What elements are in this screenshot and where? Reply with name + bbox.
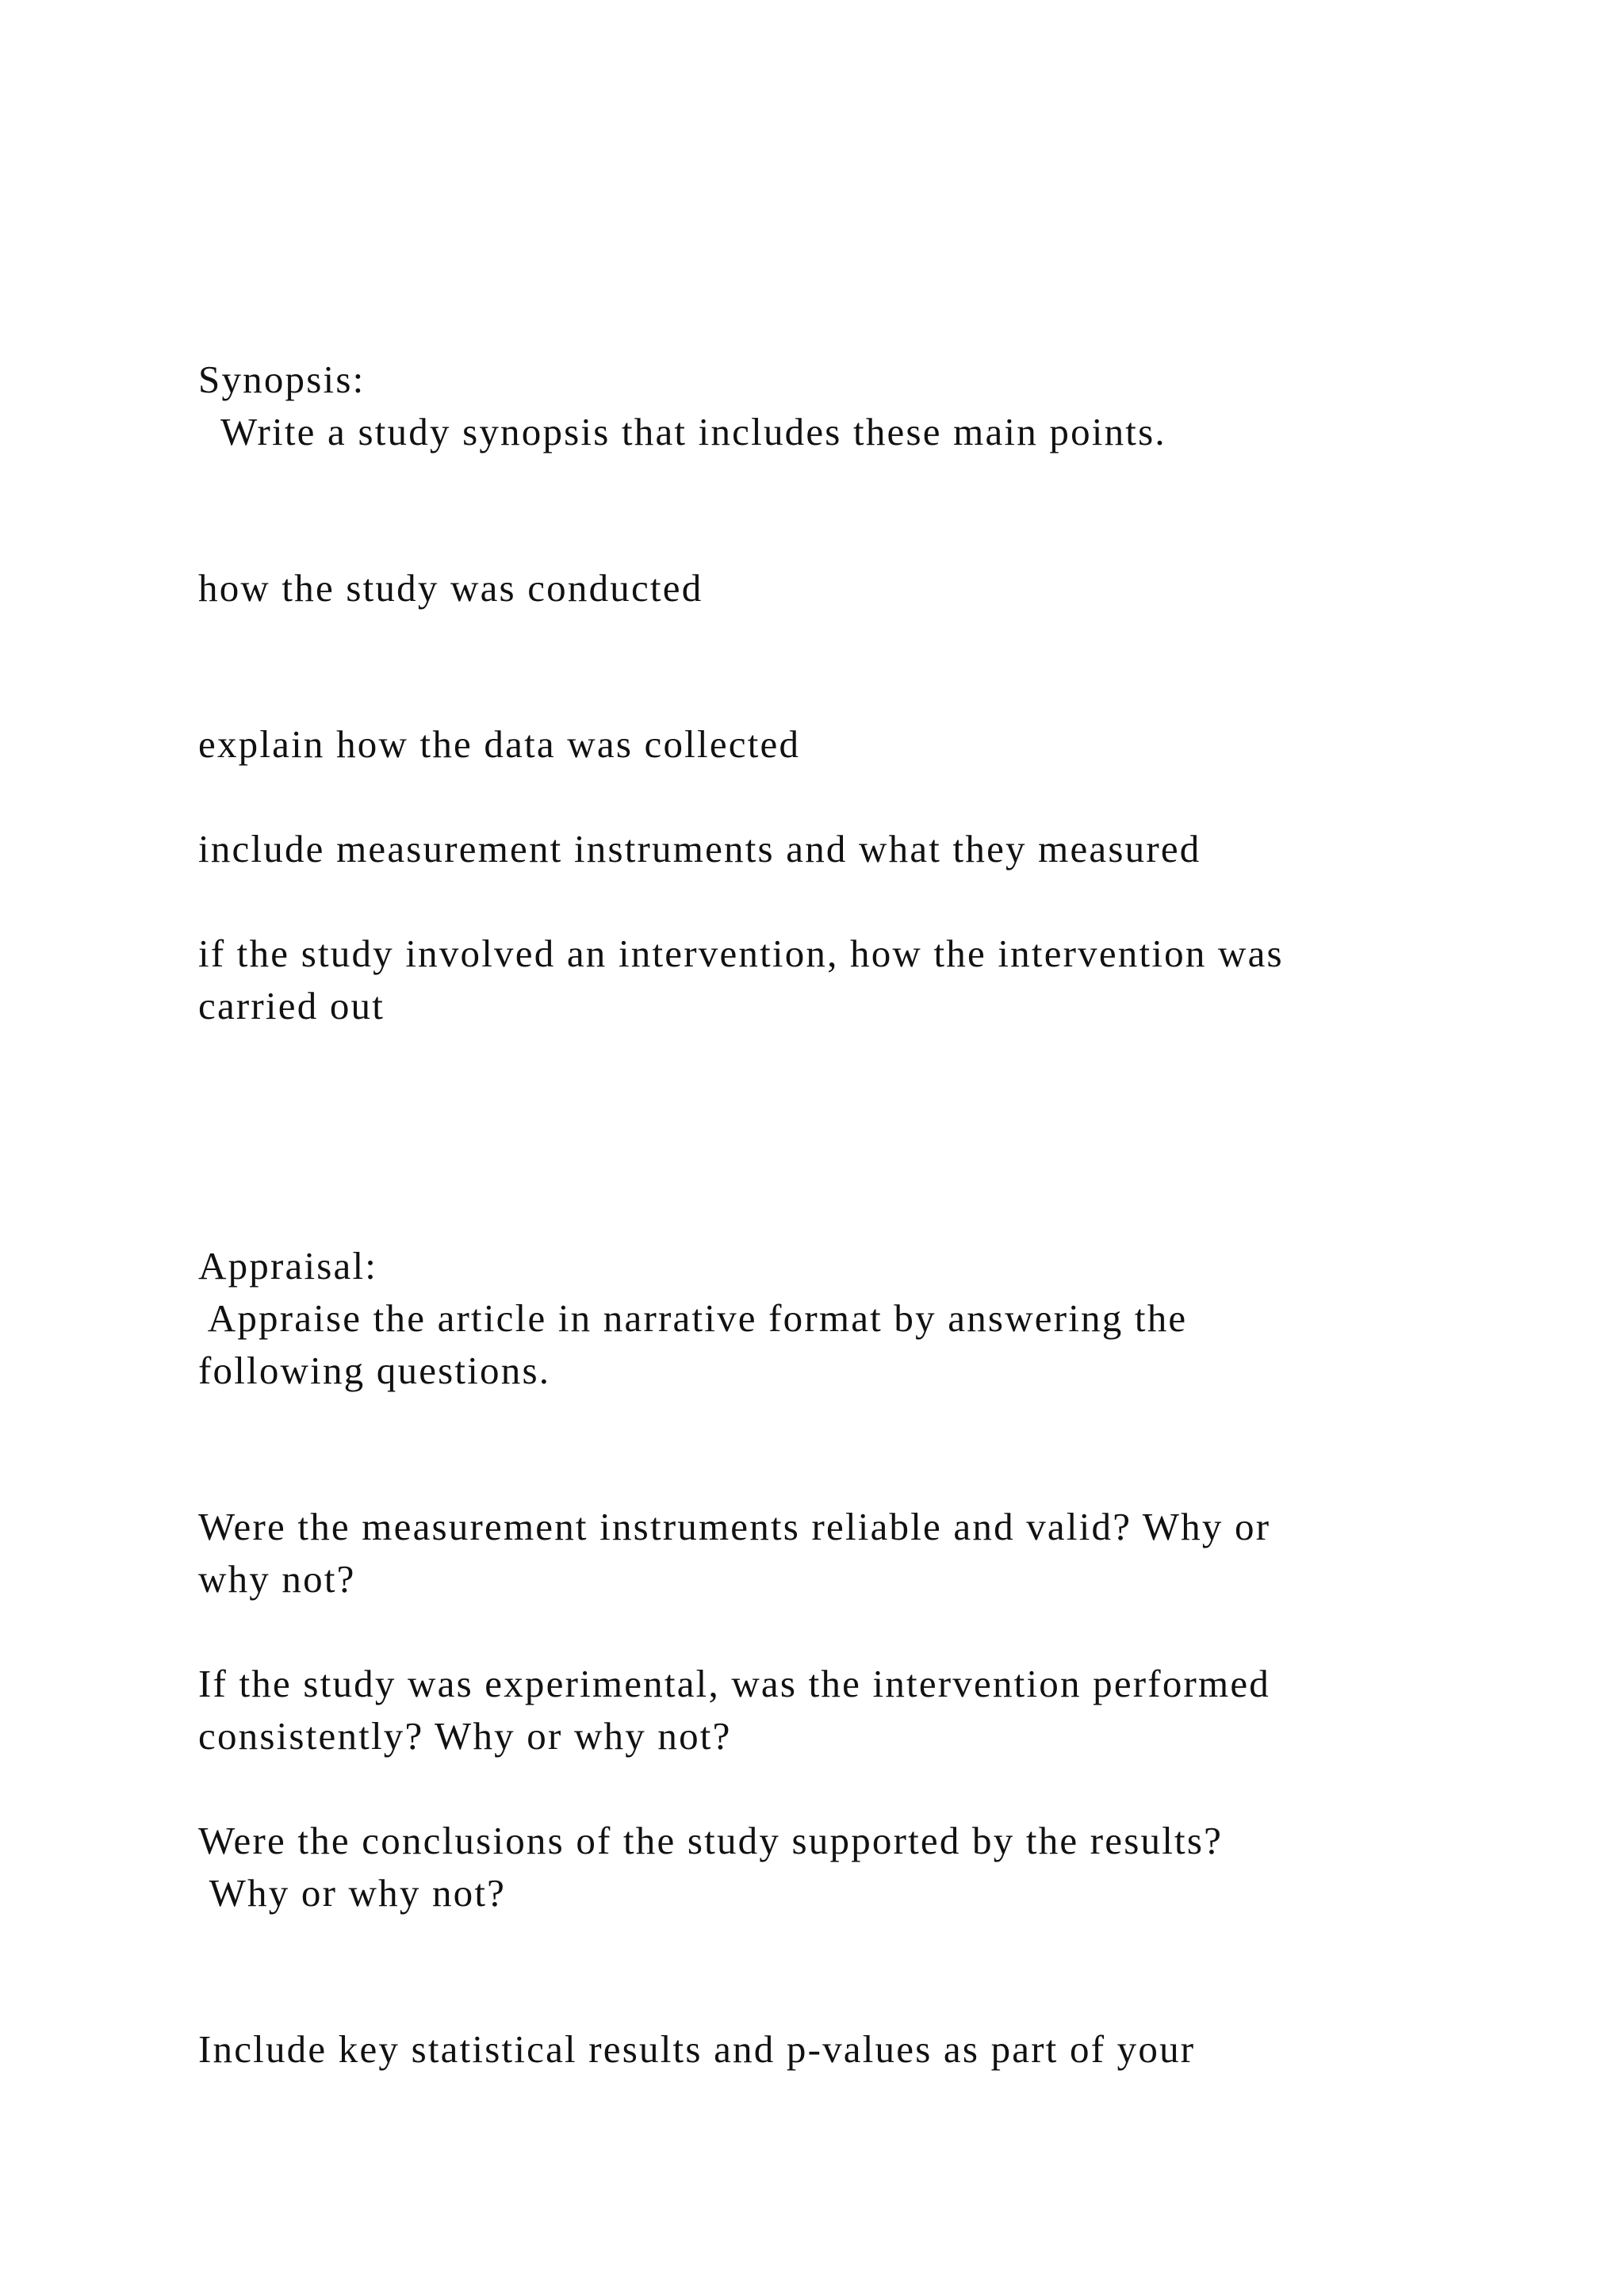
synopsis-point-line-2: carried out bbox=[198, 984, 385, 1027]
synopsis-intro: Write a study synopsis that includes these main points. bbox=[198, 410, 1166, 453]
synopsis-heading: Synopsis: bbox=[198, 358, 366, 401]
synopsis-point: include measurement instruments and what they measured bbox=[198, 827, 1201, 871]
appraisal-intro-line-1: Appraise the article in narrative format by answering the bbox=[198, 1296, 1188, 1340]
synopsis-point: explain how the data was collected bbox=[198, 722, 801, 766]
appraisal-question-line-2: why not? bbox=[198, 1557, 356, 1601]
appraisal-question-line-1: Were the measurement instruments reliable and valid? Why or bbox=[198, 1505, 1271, 1548]
synopsis-point: how the study was conducted bbox=[198, 566, 703, 610]
synopsis-point-line-1: if the study involved an intervention, how the intervention was bbox=[198, 932, 1284, 975]
appraisal-question-line-1: If the study was experimental, was the intervention performed bbox=[198, 1662, 1270, 1705]
appraisal-question-line-1: Were the conclusions of the study supported by the results? bbox=[198, 1819, 1224, 1862]
appraisal-question-line-2: consistently? Why or why not? bbox=[198, 1714, 732, 1758]
appraisal-heading: Appraisal: bbox=[198, 1244, 378, 1288]
appraisal-trailing-line: Include key statistical results and p-values as part of your bbox=[198, 2027, 1196, 2071]
appraisal-question-line-2: Why or why not? bbox=[198, 1871, 507, 1915]
appraisal-intro-line-2: following questions. bbox=[198, 1349, 551, 1392]
